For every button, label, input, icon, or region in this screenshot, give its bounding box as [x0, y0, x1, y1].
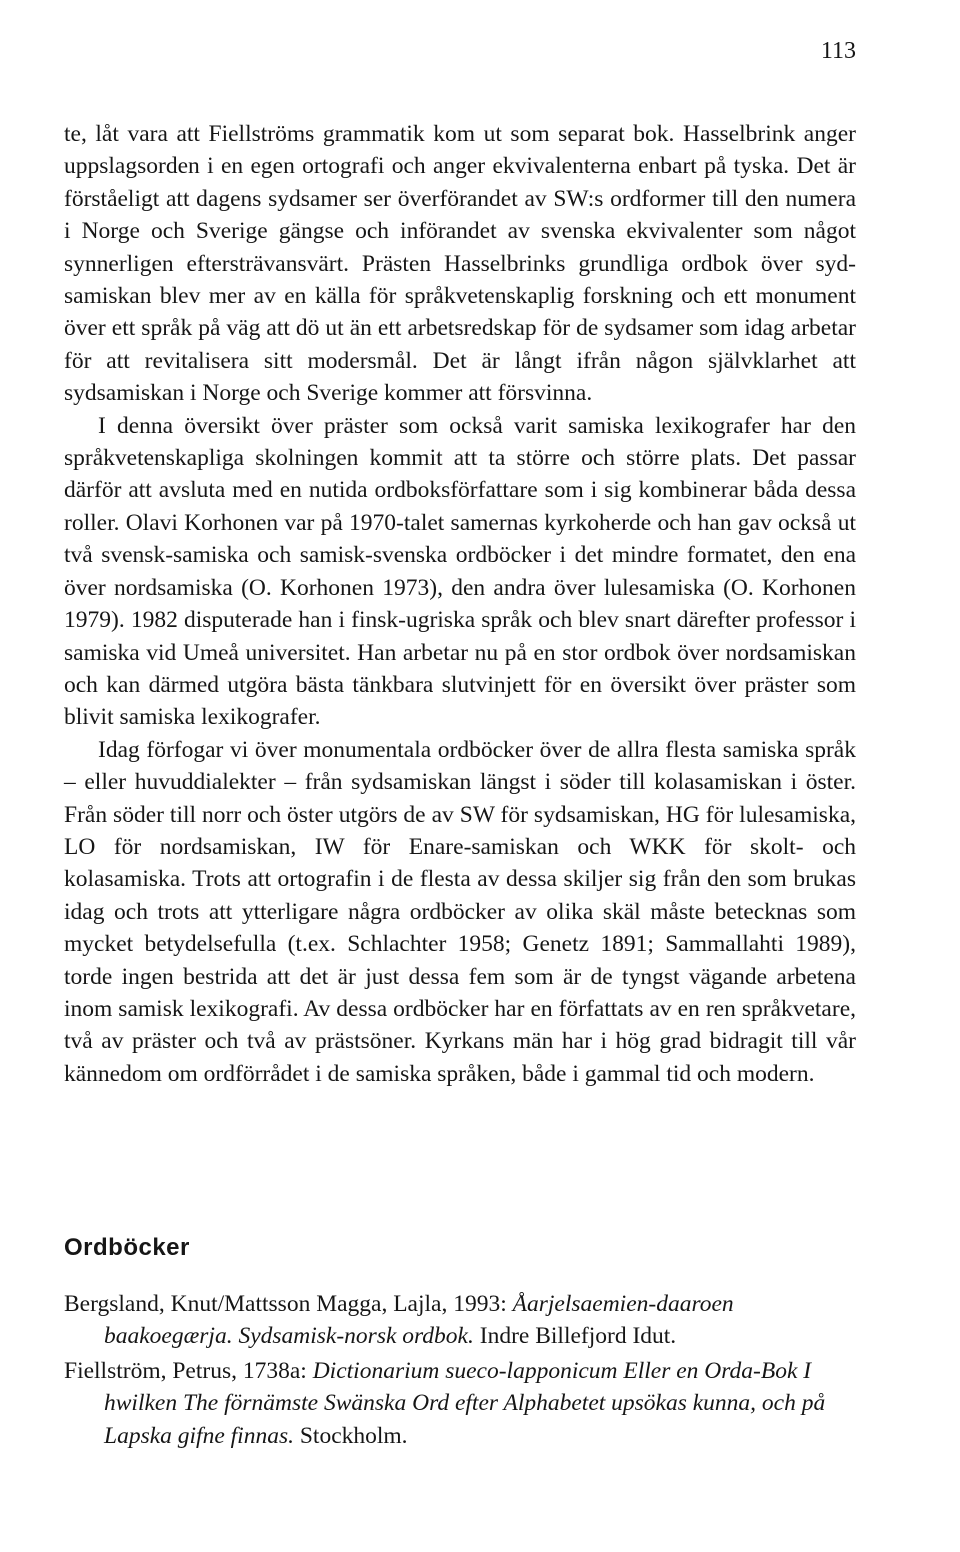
reference-author: Bergsland, Knut/Mattsson Magga, Lajla, 1993:: [64, 1291, 513, 1317]
reference-item: [64, 1355, 864, 1452]
reference-publisher: Indre Billefjord Idut.: [473, 1323, 677, 1350]
reference-publisher: Stockholm.: [293, 1422, 408, 1449]
paragraph-3: Idag förfogar vi över monumentala ordböcker över de allra flesta samiska språk – eller huvuddialekter – från sydsamiskan längst i söder till kolasamiskan i öster. Från söder till norr och öster utgörs de av SW för sydsamiskan, HG för lulesamiska, LO för nordsamiskan, IW för Enare-samiskan och WKK för skolt- och kolasamiska. Trots att ortografin i de flesta av dessa skiljer sig från den som brukas idag och trots att ytterligare några ordböcker av olika skäl måste betecknas som mycket betydelsefulla (t.ex. Schlachter 1958; Genetz 1891; Sammallahti 1989), torde ingen bestrida att det är just dessa fem som är de tyngst vägande arbetena inom samisk lexikografi. Av dessa ordböcker har en författats av en ren språkvetare, två av präster och två av prästsöner. Kyrkans män har i hög grad bidragit till vår kännedom om ordförrådet i de samiska språken, både i gammal tid och modern.: [64, 736, 856, 1087]
reference-title: Dictionarium sueco-lapponicum Eller en Orda-Bok I hwilken The förnämste Swänska Ord efter Alphabetet upsökas kunna, och på Lapska gifne finnas.: [104, 1357, 826, 1449]
paragraph-2: I denna översikt över präster som också varit samiska lexikografer har den språkvetenskapliga skolningen kommit att ta större och större plats. Det passar därför att avsluta med en nutida ordboksförfattare som i sig kombinerar båda dessa roller. Olavi Korhonen var på 1970-talet samernas kyrkoherde och han gav också ut två svensk-samiska och samisk-svenska ordböcker i det mindre formatet, den ena över nordsamiska (O. Korhonen 1973), den andra över lulesamiska (O. Korhonen 1979). 1982 disputerade han i finsk-ugriska språk och blev snart därefter professor i samiska vid Umeå universitet. Han arbetar nu på en stor ordbok över nordsamiskan och kan därmed utgöra bästa tänkbara slutvinjett för en översikt över präster som blivit samiska lexikografer.: [64, 412, 856, 731]
paragraph-1: te, låt vara att Fiellströms grammatik kom ut som separat bok. Hasselbrink anger uppslagsorden i en egen ortografi och anger ekvivalenterna enbart på tyska. Det är förståeligt att dagens sydsamer ser överförandet av SW:s ordformer till den numera i Norge och Sverige gängse och införandet av svenska ekvivalenter som något synnerligen eftersträvansvärt. Prästen Hasselbrinks grundliga ordbok över sydsamiskan blev mer av en källa för språkvetenskaplig forskning och ett monument över ett språk på väg att dö ut än ett arbetsredskap för de sydsamer som idag arbetar för att revitalisera sitt modersmål. Det är långt ifrån någon självklarhet att sydsamiskan i Norge och Sverige kommer att försvinna.: [64, 121, 856, 407]
page-number: 113: [820, 38, 856, 64]
reference-list: [64, 1288, 864, 1454]
reference-author: Fiellström, Petrus, 1738a:: [64, 1357, 313, 1384]
body-text: [64, 118, 856, 1090]
reference-item: [64, 1288, 864, 1353]
section-heading: Ordböcker: [64, 1234, 190, 1261]
reference-title: Åarjelsaemien-daaroen baakoegærja. Sydsamisk-norsk ordbok.: [104, 1291, 734, 1350]
